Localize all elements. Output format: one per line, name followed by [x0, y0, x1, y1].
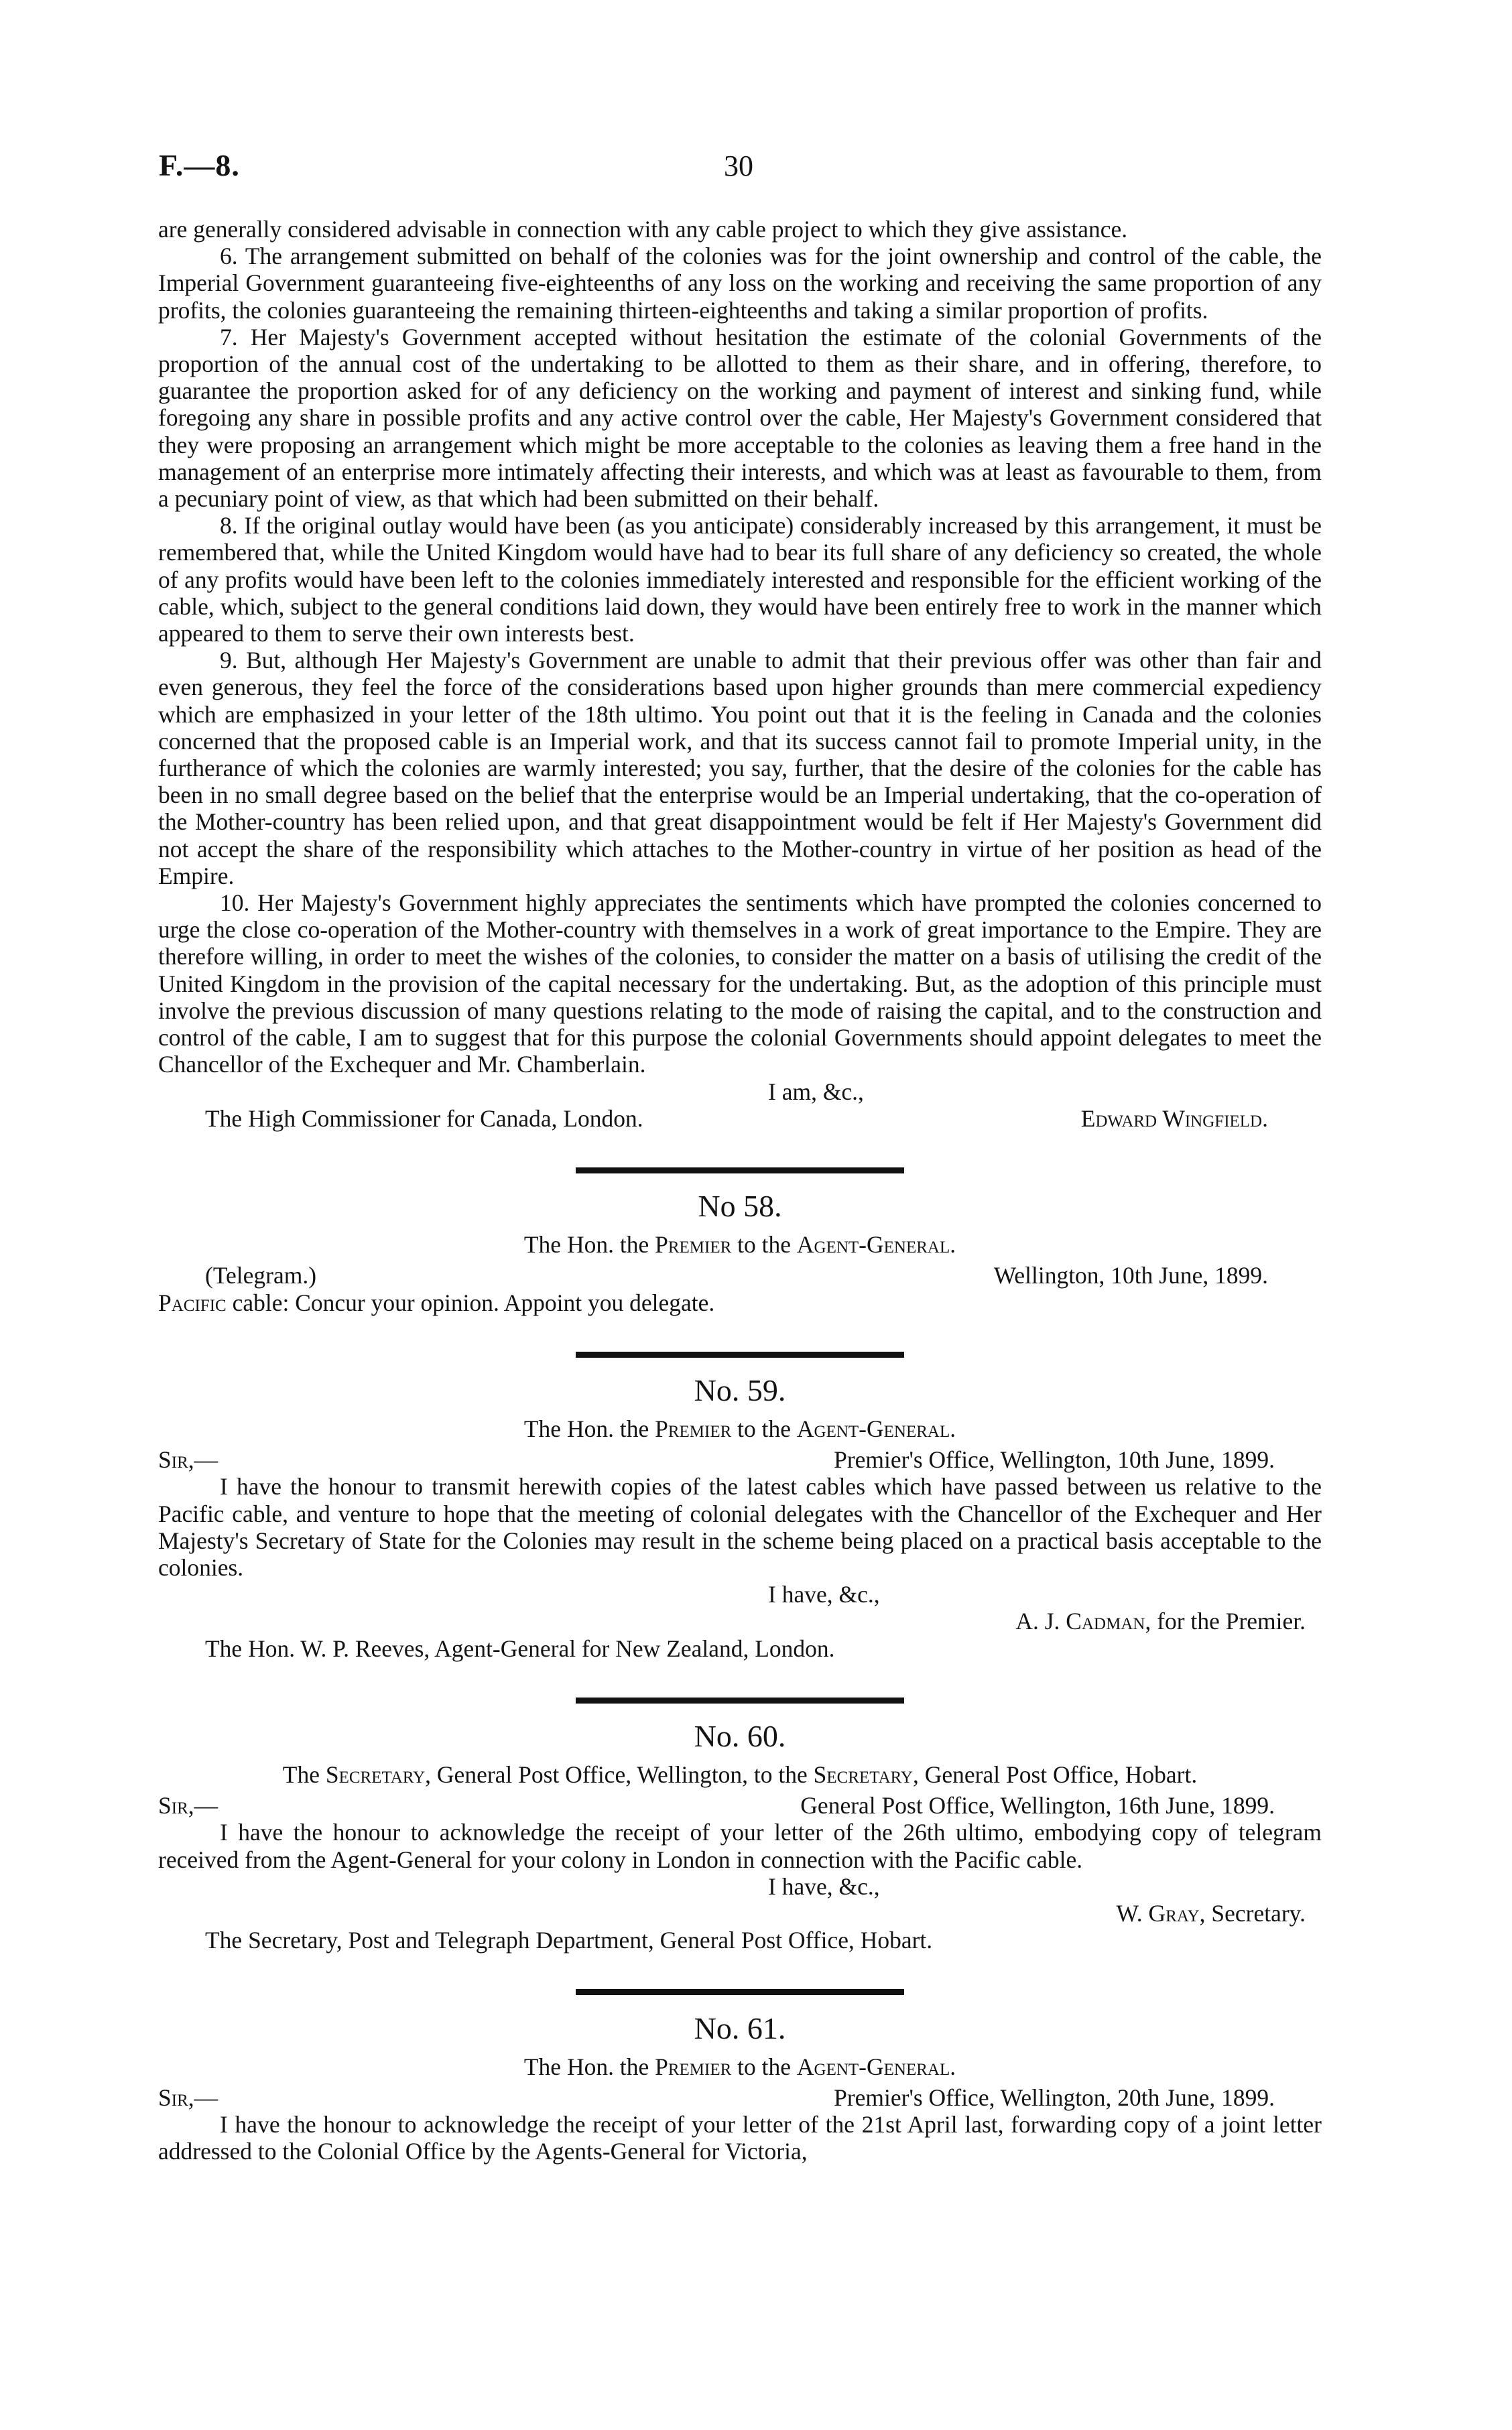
telegram-place-date: Wellington, 10th June, 1899. — [993, 1262, 1268, 1289]
letter-addressee: The Secretary, Post and Telegraph Department, General Post Office, Hobart. — [205, 1927, 933, 1954]
telegram-label: (Telegram.) — [205, 1262, 317, 1289]
document-number-61: No. 61. — [694, 2010, 786, 2045]
telegram-header-row — [158, 1262, 1322, 1289]
letter-body-61: I have the honour to acknowledge the receipt of your letter of the 21st April last, forwarding copy of a joint letter addressed to the Colonial Office by the Agents-General for Victoria, — [158, 2110, 1322, 2165]
paragraph-10: 10. Her Majesty's Government highly appreciates the sentiments which have prompted the colonies concerned to urge the close co-operation of the Mother-country with themselves in a work of great importance to the Empire. They are therefore willing, in order to meet the wishes of the colonies, to consider the matter on a basis of utilising the credit of the United Kingdom in the provision of the capital necessary for the undertaking. But, as the adoption of this principle must involve the previous discussion of many questions relating to the mode of raising the capital, and to the construction and control of the cable, I am to suggest that for this purpose the colonial Governments should appoint delegates to meet the Chancellor of the Exchequer and Mr. Chamberlain. — [158, 889, 1322, 1078]
letter-addressee: The Hon. W. P. Reeves, Agent-General for New Zealand, London. — [205, 1635, 835, 1662]
salutation: Sir,— — [158, 1792, 218, 1819]
section-divider — [158, 1682, 1322, 1709]
place-date: Premier's Office, Wellington, 20th June, 1899. — [834, 2084, 1275, 2111]
document-body — [158, 216, 1322, 2165]
document-number-58: No 58. — [698, 1189, 782, 1224]
letter-signature-row — [158, 1105, 1322, 1132]
letter-signature: A. J. Cadman, for the Premier. — [1015, 1608, 1306, 1635]
letter-closing: I am, &c., — [768, 1078, 864, 1105]
document-heading-59: The Hon. the Premier to the Agent-General. — [523, 1415, 956, 1442]
section-divider — [158, 1336, 1322, 1363]
salutation-row-59 — [158, 1446, 1322, 1473]
salutation: Sir,— — [158, 1446, 218, 1474]
document-reference: F.—8. — [159, 148, 240, 182]
paragraph-7: 7. Her Majesty's Government accepted without hesitation the estimate of the colonial Governments of the proportion of the annual cost of the undertaking to be allotted to them as their share, and in offering, therefore, to guarantee the proportion asked for of any deficiency on the working and payment of interest and sinking fund, while foregoing any share in possible profits and any active control over the cable, Her Majesty's Government considered that they were proposing an arrangement which might be more acceptable to the colonies as leaving them a free hand in the management of an enterprise more intimately affecting their interests, and which was at least as favourable to them, from a pecuniary point of view, as that which had been submitted on their behalf. — [158, 323, 1322, 513]
place-date: General Post Office, Wellington, 16th June, 1899. — [800, 1792, 1275, 1819]
place-date: Premier's Office, Wellington, 10th June, 1899. — [834, 1446, 1275, 1474]
letter-signature: Edward Wingfield. — [1080, 1104, 1268, 1132]
salutation-row-60 — [158, 1792, 1322, 1819]
letter-body-59: I have the honour to transmit herewith copies of the latest cables which have passed between us relative to the Pacific cable, and venture to hope that the meeting of colonial delegates with the Chancellor of the Exchequer and Her Majesty's Secretary of State for the Colonies may result in the scheme being placed on a practical basis acceptable to the colonies. — [158, 1473, 1322, 1581]
letter-closing: I have, &c., — [768, 1872, 880, 1900]
page-number: 30 — [724, 149, 753, 182]
continued-paragraph: are generally considered advisable in connection with any cable project to which they give assistance. — [158, 216, 1128, 243]
section-divider — [158, 1152, 1322, 1179]
telegram-text: Pacific cable: Concur your opinion. Appoint you delegate. — [158, 1289, 715, 1316]
paragraph-8: 8. If the original outlay would have been (as you anticipate) considerably increased by this arrangement, it must be remembered that, while the United Kingdom would have had to bear its full share of any deficiency so created, the whole of any profits would have been left to the colonies immediately interested and responsible for the efficient working of the cable, which, subject to the general conditions laid down, they would have been entirely free to work in the manner which appeared to them to serve their own interests best. — [158, 512, 1322, 647]
section-divider — [158, 1974, 1322, 2000]
document-heading-58: The Hon. the Premier to the Agent-General. — [523, 1231, 956, 1259]
letter-addressee: The High Commissioner for Canada, London. — [205, 1104, 643, 1132]
paragraph-6: 6. The arrangement submitted on behalf of the colonies was for the joint ownership and control of the cable, the Imperial Government guaranteeing five-eighteenths of any loss on the working and receiving the same proportion of any profits, the colonies guaranteeing the remaining thirteen-eighteenths and taking a similar proportion of profits. — [158, 243, 1322, 324]
letter-body-60: I have the honour to acknowledge the receipt of your letter of the 26th ultimo, embodying copy of telegram received from the Agent-General for your colony in London in connection with the Pacific cable. — [158, 1819, 1322, 1873]
document-number-59: No. 59. — [694, 1372, 786, 1407]
salutation-row-61 — [158, 2084, 1322, 2111]
document-number-60: No. 60. — [694, 1718, 786, 1753]
salutation: Sir,— — [158, 2084, 218, 2111]
paragraph-9: 9. But, although Her Majesty's Government are unable to admit that their previous offer was other than fair and even generous, they feel the force of the considerations based upon higher grounds than mere commercial expediency which are emphasized in your letter of the 18th ultimo. You point out that it is the feeling in Canada and the colonies concerned that the proposed cable is an Imperial work, and that its success cannot fail to promote Imperial unity, in the furtherance of which the colonies are warmly interested; you say, further, that the desire of the colonies for the cable has been in no small degree based on the belief that the enterprise would be an Imperial undertaking, that the co-operation of the Mother-country has been relied upon, and that great disappointment would be felt if Her Majesty's Government did not accept the share of the responsibility which attaches to the Mother-country in virtue of her position as head of the Empire. — [158, 647, 1322, 889]
letter-closing: I have, &c., — [768, 1581, 880, 1608]
document-heading-60: The Secretary, General Post Office, Wellington, to the Secretary, General Post Office, Hobart. — [282, 1761, 1198, 1788]
document-heading-61: The Hon. the Premier to the Agent-General. — [523, 2053, 956, 2080]
letter-signature: W. Gray, Secretary. — [1116, 1899, 1306, 1927]
